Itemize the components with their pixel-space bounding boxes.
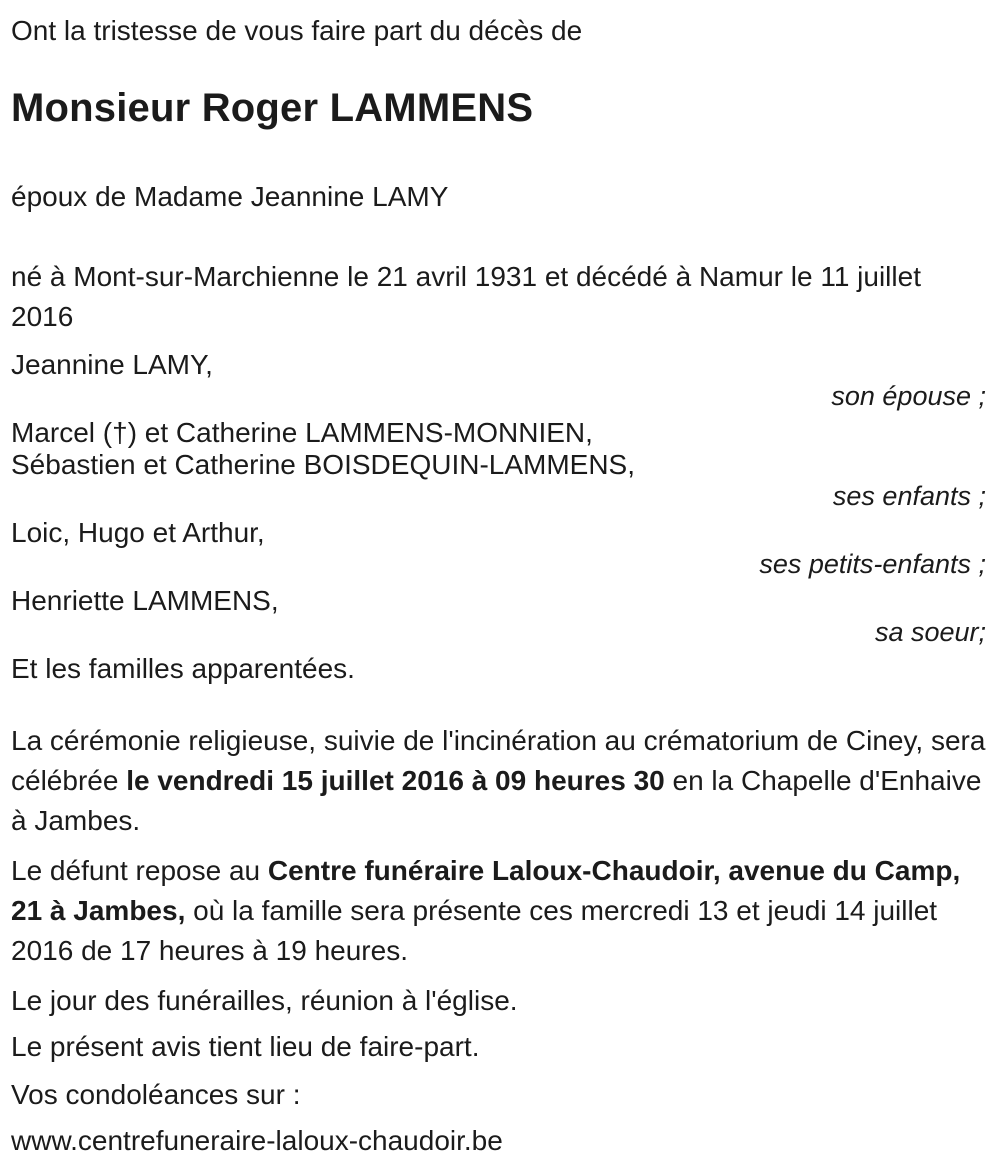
family-relation-label: sa soeur; [874, 617, 986, 648]
family-group [11, 417, 988, 511]
family-member-line: Loic, Hugo et Arthur, [11, 517, 265, 549]
deceased-name-title: Monsieur Roger LAMMENS [11, 85, 534, 130]
text-segment: en la Chapelle d'Enhaive à Jambes. [11, 765, 982, 837]
family-member-line: Sébastien et Catherine BOISDEQUIN-LAMMENS, [11, 449, 636, 481]
family-list [11, 349, 988, 647]
repose-paragraph [11, 851, 988, 971]
ceremony-paragraph [11, 721, 988, 841]
text-segment: où la famille sera présente ces mercredi 13 et jeudi 14 juillet 2016 de 17 heures à 19 heures. [11, 895, 938, 967]
bold-text-segment: Centre funéraire Laloux-Chaudoir, avenue du Camp, 21 à Jambes, [11, 855, 961, 927]
family-group [11, 349, 988, 411]
bold-text-segment: le vendredi 15 juillet 2016 à 09 heures 30 [126, 765, 665, 797]
family-member-line: Henriette LAMMENS, [11, 585, 279, 617]
family-relation-label: son épouse ; [831, 381, 986, 412]
family-relation-label: ses enfants ; [832, 481, 986, 512]
condolences-website-link[interactable]: www.centrefuneraire-laloux-chaudoir.be [11, 1125, 503, 1157]
family-member-line: Marcel (†) et Catherine LAMMENS-MONNIEN, [11, 417, 593, 449]
text-segment: Le défunt repose au [11, 855, 268, 887]
family-member-line: Jeannine LAMY, [11, 349, 213, 381]
intro-line: Ont la tristesse de vous faire part du décès de [11, 15, 583, 46]
text-segment: La cérémonie religieuse, suivie de l'incinération au crématorium de Ciney, sera célébrée [11, 725, 986, 797]
condolences-line: Vos condoléances sur : [11, 1079, 301, 1111]
funeral-day-line: Le jour des funérailles, réunion à l'église. [11, 985, 518, 1017]
family-closing-line: Et les familles apparentées. [11, 653, 355, 685]
notice-in-lieu-line: Le présent avis tient lieu de faire-part. [11, 1031, 480, 1063]
spouse-line: époux de Madame Jeannine LAMY [11, 180, 449, 212]
birth-death-line: né à Mont-sur-Marchienne le 21 avril 1931 et décédé à Namur le 11 juillet 2016 [11, 261, 921, 333]
family-group [11, 517, 988, 579]
family-group [11, 585, 988, 647]
family-relation-label: ses petits-enfants ; [759, 549, 986, 580]
